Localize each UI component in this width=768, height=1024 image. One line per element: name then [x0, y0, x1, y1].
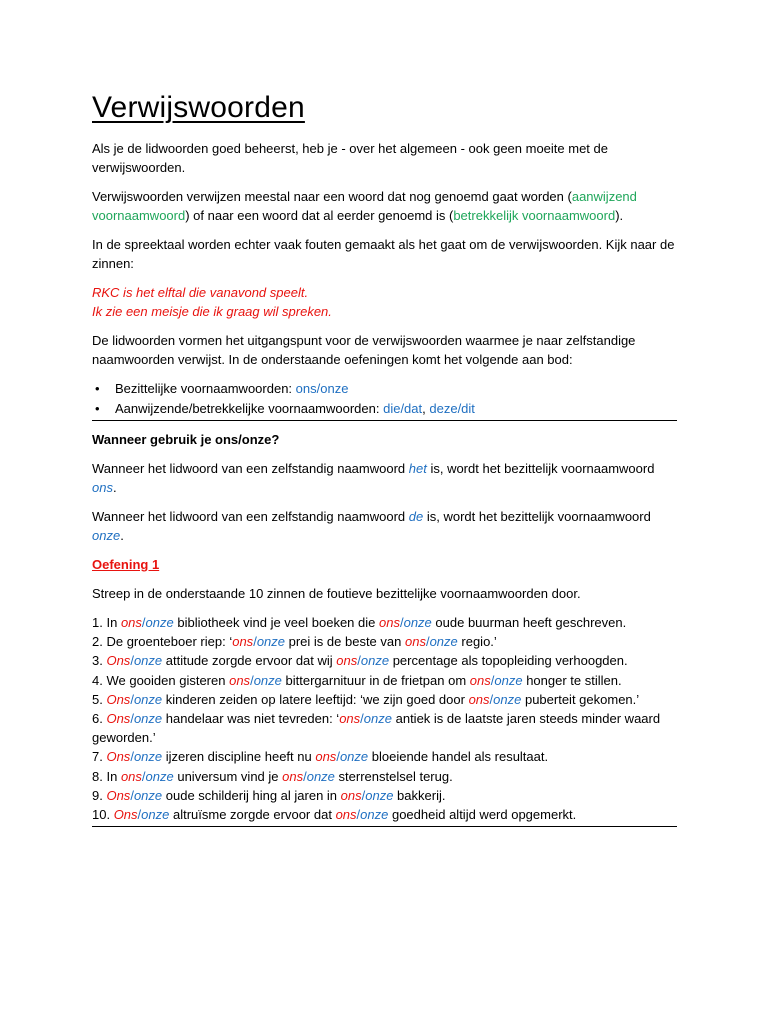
- choice-slash: /: [303, 768, 307, 784]
- item-number: 2.: [92, 634, 107, 650]
- example-sentence: Ik zie een meisje die ik graag wil spreken.: [92, 304, 332, 319]
- text-span: ijzeren discipline heeft nu: [162, 749, 316, 765]
- text-span: In: [106, 615, 121, 630]
- choice-ons[interactable]: Ons: [106, 691, 131, 707]
- choice-slash: /: [399, 615, 404, 630]
- term-betrekkelijk: betrekkelijk voornaamwoord: [453, 208, 616, 223]
- item-number: 6.: [92, 711, 107, 727]
- list-item-value: deze/dit: [429, 401, 475, 416]
- choice-onze[interactable]: onze: [253, 672, 282, 688]
- rule-het-paragraph: [92, 459, 677, 497]
- list-item-label: Aanwijzende/betrekkelijke voornaamwoorden:: [115, 401, 384, 416]
- choice-onze[interactable]: onze: [133, 653, 163, 669]
- item-number: 1.: [92, 615, 107, 630]
- text-span: Wanneer het lidwoord van een zelfstandig naamwoord: [92, 461, 409, 476]
- choice-onze[interactable]: onze: [360, 807, 389, 823]
- rule-de-paragraph: [92, 507, 677, 545]
- list-item: [92, 379, 676, 399]
- text-span: regio.’: [457, 634, 497, 650]
- choice-ons[interactable]: ons: [340, 787, 362, 803]
- text-span: puberteit gekomen.’: [521, 691, 640, 707]
- lidwoorden-paragraph: De lidwoorden vormen het uitgangspunt voor de verwijswoorden waarmee je naar zelfstandige naamwoorden verwijst. In de onderstaande oefeningen komt het volgende aan bod:: [92, 333, 636, 367]
- text-span: universum vind je: [173, 768, 283, 784]
- text-span: In: [106, 768, 121, 784]
- choice-ons[interactable]: Ons: [113, 807, 138, 823]
- text-span: percentage als topopleiding verhoogden.: [389, 653, 628, 669]
- choice-onze[interactable]: onze: [133, 787, 163, 803]
- horizontal-rule: [92, 826, 677, 827]
- choice-ons[interactable]: Ons: [106, 711, 131, 727]
- exercise-title: Oefening 1: [92, 557, 160, 572]
- choice-ons[interactable]: ons: [404, 634, 426, 650]
- item-number: 8.: [92, 768, 107, 784]
- text-span: Verwijswoorden verwijzen meestal naar een woord dat nog genoemd gaat worden (: [92, 189, 572, 204]
- list-item: [92, 399, 676, 419]
- choice-slash: /: [253, 634, 257, 650]
- intro-paragraph: Als je de lidwoorden goed beheerst, heb je - over het algemeen - ook geen moeite met de verwijswoorden.: [92, 141, 608, 175]
- exercise-item: [92, 805, 677, 824]
- choice-slash: /: [130, 711, 134, 727]
- spreektaal-paragraph: In de spreektaal worden echter vaak fouten gemaakt als het gaat om de verwijswoorden. Kijk naar de zinnen:: [92, 237, 675, 271]
- choice-ons[interactable]: ons: [229, 672, 251, 688]
- choice-slash: /: [490, 672, 495, 688]
- choice-onze[interactable]: onze: [145, 615, 174, 630]
- choice-ons[interactable]: Ons: [106, 749, 131, 765]
- text-span: attitude zorgde ervoor dat wij: [162, 653, 337, 669]
- text-span: ).: [615, 208, 624, 223]
- text-span: .: [112, 480, 117, 495]
- text-span: sterrenstelsel terug.: [334, 768, 453, 784]
- text-span: altruïsme zorgde ervoor dat: [169, 807, 336, 823]
- choice-onze[interactable]: onze: [363, 711, 392, 727]
- list-item-value: die/dat: [383, 401, 423, 416]
- choice-ons[interactable]: ons: [379, 615, 400, 630]
- choice-onze[interactable]: onze: [494, 672, 523, 688]
- exercise-item: [92, 690, 677, 709]
- text-span: bakkerij.: [393, 787, 446, 803]
- exercise-item: [92, 709, 677, 747]
- choice-slash: /: [137, 807, 142, 823]
- text-span: bibliotheek vind je veel boeken die: [173, 615, 379, 630]
- choice-ons[interactable]: ons: [315, 749, 337, 765]
- exercise-instruction: Streep in de onderstaande 10 zinnen de foutieve bezittelijke voornaamwoorden door.: [92, 586, 581, 601]
- choice-onze[interactable]: onze: [339, 749, 369, 765]
- choice-slash: /: [250, 672, 254, 688]
- choice-onze[interactable]: onze: [493, 691, 522, 707]
- exercise-item: [92, 767, 677, 786]
- term-aanwijzend: aanwijzend voornaamwoord: [92, 189, 637, 223]
- text-span: oude buurman heeft geschreven.: [431, 615, 627, 630]
- choice-slash: /: [130, 787, 134, 803]
- item-number: 9.: [92, 787, 107, 803]
- choice-ons[interactable]: ons: [232, 634, 254, 650]
- choice-onze[interactable]: onze: [133, 749, 163, 765]
- choice-ons[interactable]: ons: [468, 691, 490, 707]
- choice-slash: /: [360, 711, 364, 727]
- list-item-label: Bezittelijke voornaamwoorden:: [115, 381, 296, 396]
- article-het: het: [408, 461, 427, 476]
- choice-ons[interactable]: ons: [336, 653, 358, 669]
- choice-ons[interactable]: ons: [120, 768, 142, 784]
- choice-ons[interactable]: ons: [282, 768, 304, 784]
- horizontal-rule: [92, 420, 677, 421]
- article-de: de: [408, 509, 424, 524]
- text-span: goedheid altijd werd opgemerkt.: [388, 807, 577, 823]
- choice-slash: /: [336, 749, 340, 765]
- definition-paragraph: [92, 187, 677, 225]
- item-number: 7.: [92, 749, 107, 765]
- choice-ons[interactable]: ons: [120, 615, 142, 630]
- choice-onze[interactable]: onze: [133, 691, 163, 707]
- choice-ons[interactable]: ons: [469, 672, 491, 688]
- choice-slash: /: [141, 768, 146, 784]
- pronoun-onze: onze: [92, 528, 121, 543]
- text-span: .: [120, 528, 124, 543]
- text-span: Wanneer het lidwoord van een zelfstandig naamwoord: [92, 509, 409, 524]
- exercise-item: [92, 747, 677, 766]
- choice-slash: /: [130, 691, 134, 707]
- exercise-item: [92, 651, 677, 670]
- choice-ons[interactable]: Ons: [106, 653, 131, 669]
- pronoun-ons: ons: [92, 480, 113, 495]
- text-span: We gooiden gisteren: [106, 672, 230, 688]
- text-span: De groenteboer riep: ‘: [106, 634, 233, 650]
- choice-onze[interactable]: onze: [365, 787, 394, 803]
- choice-slash: /: [425, 634, 430, 650]
- example-sentences: [92, 283, 677, 321]
- exercise-item: [92, 632, 677, 651]
- bullet-icon: •: [95, 401, 100, 416]
- exercise-item: [92, 671, 677, 690]
- exercise-list: [92, 613, 677, 824]
- text-span: bloeiende handel als resultaat.: [368, 749, 549, 765]
- example-sentence: RKC is het elftal die vanavond speelt.: [92, 285, 309, 300]
- list-item-value: ons/onze: [295, 381, 349, 396]
- text-span: prei is de beste van: [285, 634, 405, 650]
- page-title: Verwijswoorden: [92, 91, 305, 124]
- bullet-icon: •: [95, 381, 100, 396]
- section-heading: Wanneer gebruik je ons/onze?: [92, 432, 280, 447]
- choice-ons[interactable]: ons: [339, 711, 361, 727]
- choice-onze[interactable]: onze: [306, 768, 335, 784]
- item-number: 10.: [92, 807, 114, 823]
- list-separator: ,: [422, 401, 430, 416]
- choice-slash: /: [141, 615, 146, 630]
- text-span: handelaar was niet tevreden: ‘: [162, 711, 340, 727]
- choice-onze[interactable]: onze: [360, 653, 390, 669]
- exercise-item: [92, 613, 677, 632]
- text-span: bittergarnituur in de frietpan om: [281, 672, 470, 688]
- choice-ons[interactable]: Ons: [106, 787, 131, 803]
- choice-onze[interactable]: onze: [141, 807, 170, 823]
- choice-onze[interactable]: onze: [133, 711, 163, 727]
- choice-onze[interactable]: onze: [145, 768, 174, 784]
- exercise-item: [92, 786, 677, 805]
- item-number: 4.: [92, 672, 107, 688]
- text-span: oude schilderij hing al jaren in: [162, 787, 341, 803]
- choice-slash: /: [357, 653, 361, 669]
- choice-slash: /: [130, 749, 134, 765]
- text-span: ) of naar een woord dat al eerder genoemd is (: [185, 208, 454, 223]
- text-span: is, wordt het bezittelijk voornaamwoord: [426, 461, 655, 476]
- choice-slash: /: [361, 787, 366, 803]
- choice-onze[interactable]: onze: [403, 615, 432, 630]
- choice-slash: /: [489, 691, 494, 707]
- item-number: 3.: [92, 653, 107, 669]
- text-span: is, wordt het bezittelijk voornaamwoord: [423, 509, 651, 524]
- choice-slash: /: [356, 807, 361, 823]
- choice-onze[interactable]: onze: [429, 634, 458, 650]
- item-number: 5.: [92, 691, 107, 707]
- choice-slash: /: [130, 653, 134, 669]
- choice-ons[interactable]: ons: [335, 807, 357, 823]
- text-span: kinderen zeiden op latere leeftijd: ‘we zijn goed door: [162, 691, 469, 707]
- text-span: honger te stillen.: [522, 672, 622, 688]
- text-span: antiek is de laatste jaren steeds minder waard geworden.’: [92, 711, 661, 746]
- choice-onze[interactable]: onze: [256, 634, 286, 650]
- topic-list: [92, 379, 676, 419]
